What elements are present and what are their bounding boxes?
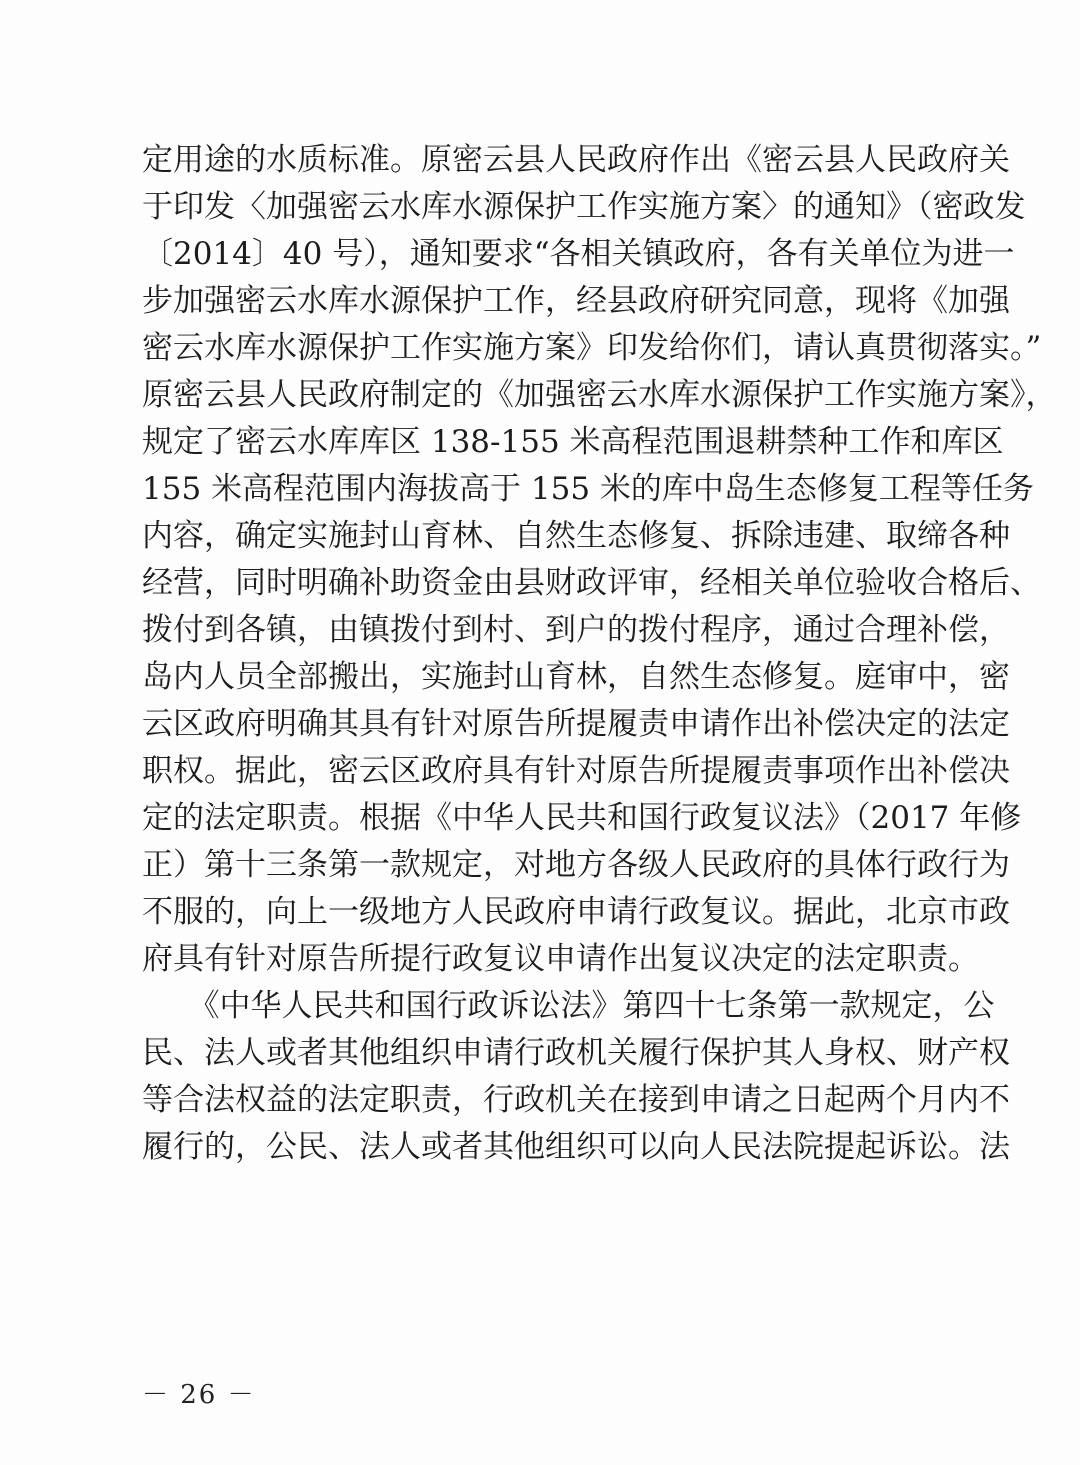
text-line-6: 原密云县人民政府制定的《加强密云水库水源保护工作实施方案》， bbox=[142, 377, 1057, 413]
text-line-12: 岛内人员全部搬出，实施封山育林，自然生态修复。庭审中，密 bbox=[142, 659, 1010, 695]
text-line-9: 内容，确定实施封山育林、自然生态修复、拆除违建、取缔各种 bbox=[142, 518, 1010, 554]
text-line-8: 155 米高程范围内海拔高于 155 米的库中岛生态修复工程等任务 bbox=[142, 471, 1034, 507]
text-line-17: 不服的，向上一级地方人民政府申请行政复议。据此，北京市政 bbox=[142, 894, 1010, 930]
text-line-2: 于印发〈加强密云水库水源保护工作实施方案〉的通知》（密政发 bbox=[142, 189, 1026, 225]
text-line-14: 职权。据此，密云区政府具有针对原告所提履责事项作出补偿决 bbox=[142, 753, 1010, 789]
text-line-18: 府具有针对原告所提行政复议申请作出复议决定的法定职责。 bbox=[142, 941, 979, 977]
text-line-20: 民、法人或者其他组织申请行政机关履行保护其人身权、财产权 bbox=[142, 1035, 1010, 1071]
page-number: － 26 － bbox=[142, 1380, 256, 1410]
text-line-11: 拨付到各镇，由镇拨付到村、到户的拨付程序，通过合理补偿， bbox=[142, 612, 1010, 648]
text-line-13: 云区政府明确其具有针对原告所提履责申请作出补偿决定的法定 bbox=[142, 706, 1010, 742]
text-line-16: 正）第十三条第一款规定，对地方各级人民政府的具体行政行为 bbox=[142, 847, 1010, 883]
text-line-7: 规定了密云水库库区 138-155 米高程范围退耕禁种工作和库区 bbox=[142, 424, 1004, 460]
text-line-5: 密云水库水源保护工作实施方案》印发给你们，请认真贯彻落实。” bbox=[142, 330, 1042, 366]
text-line-21: 等合法权益的法定职责，行政机关在接到申请之日起两个月内不 bbox=[142, 1082, 1010, 1118]
text-line-22: 履行的，公民、法人或者其他组织可以向人民法院提起诉讼。法 bbox=[142, 1129, 1010, 1165]
text-line-15: 定的法定职责。根据《中华人民共和国行政复议法》（2017 年修 bbox=[142, 800, 1022, 836]
body-text bbox=[142, 137, 1057, 1171]
text-line-4: 步加强密云水库水源保护工作，经县政府研究同意，现将《加强 bbox=[142, 283, 1010, 319]
text-line-10: 经营，同时明确补助资金由县财政评审，经相关单位验收合格后、 bbox=[142, 565, 1041, 601]
text-line-19: 《中华人民共和国行政诉讼法》第四十七条第一款规定，公 bbox=[142, 988, 995, 1024]
text-line-1: 定用途的水质标准。原密云县人民政府作出《密云县人民政府关 bbox=[142, 142, 1010, 178]
text-line-3: 〔2014〕40 号），通知要求“各相关镇政府，各有关单位为进一 bbox=[142, 236, 1015, 272]
